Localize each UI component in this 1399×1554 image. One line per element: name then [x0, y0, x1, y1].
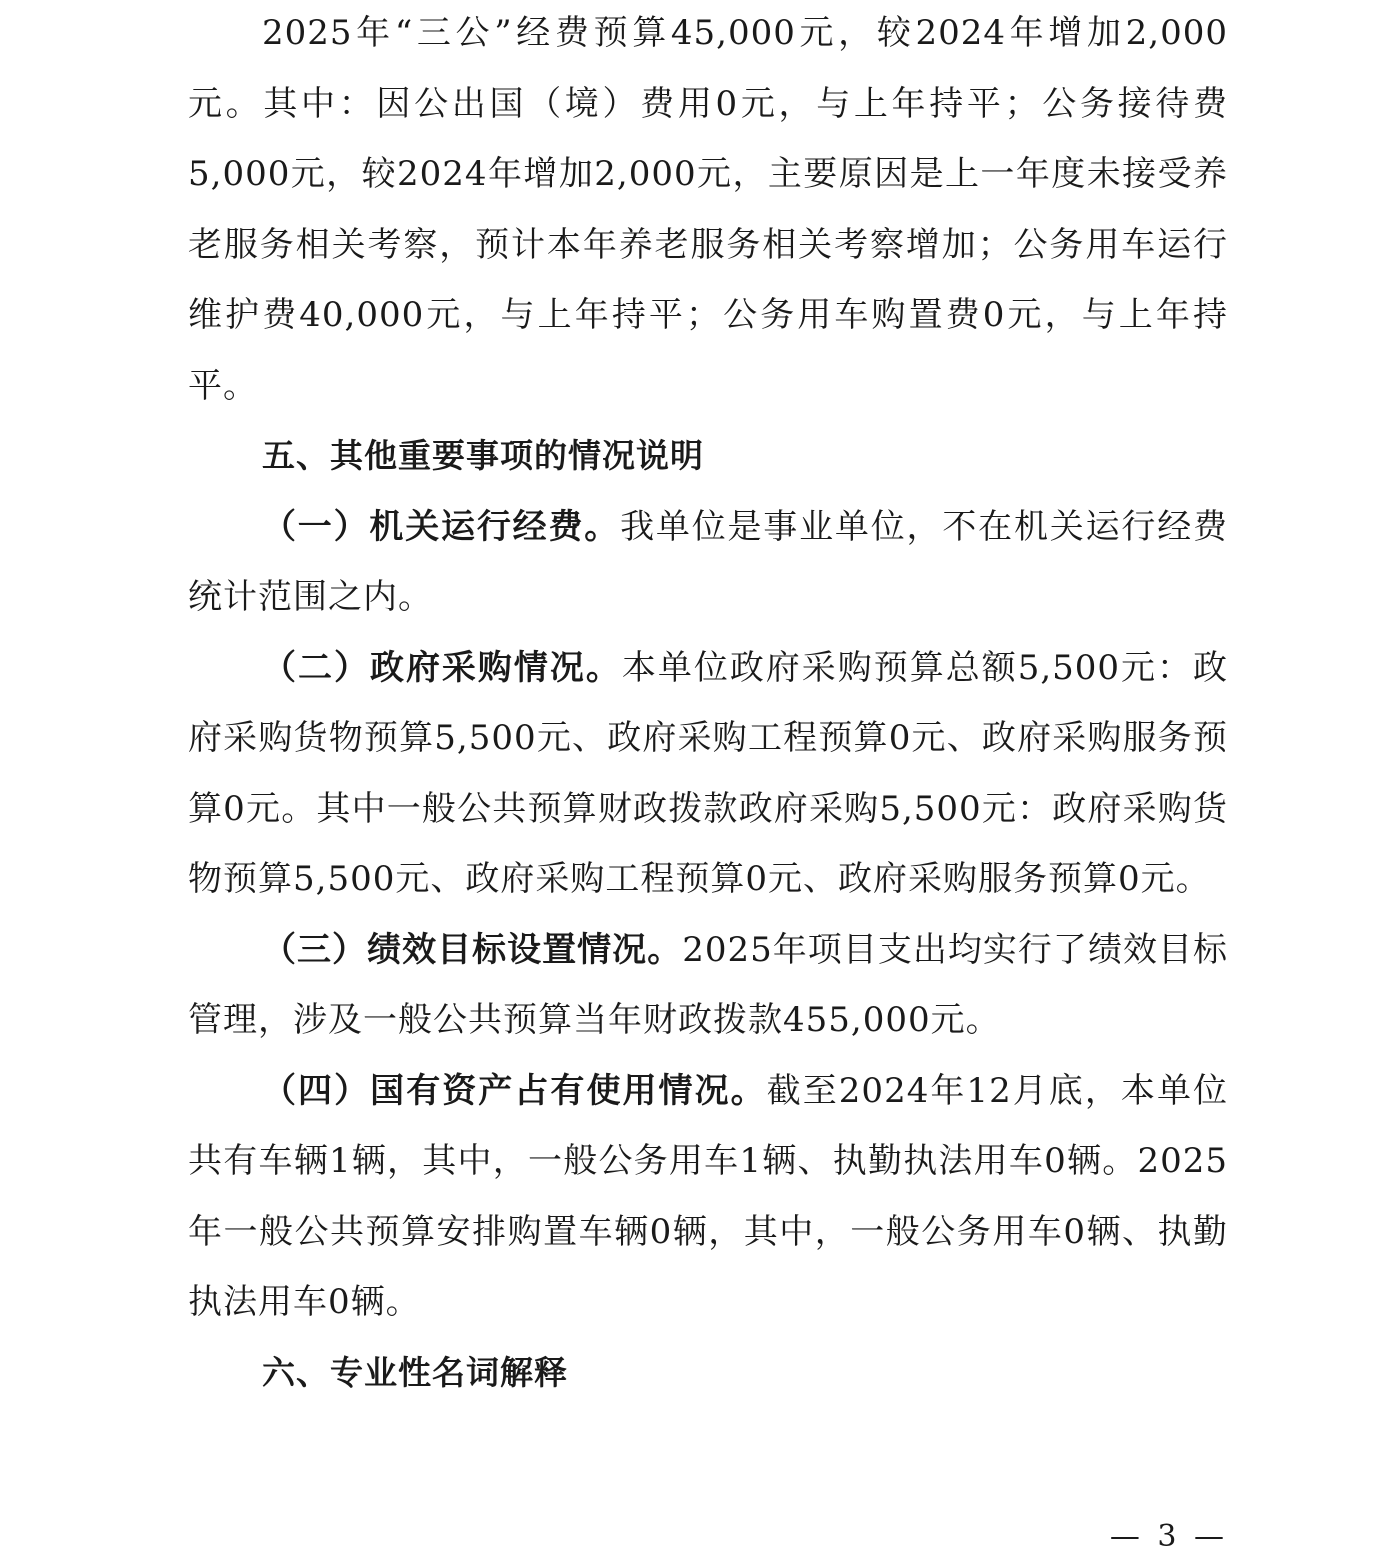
item-label-government-procurement: （二）政府采购情况。 — [262, 647, 622, 688]
paragraph-performance-goals — [188, 915, 1228, 1056]
page-number: — 3 — — [1109, 1519, 1228, 1554]
document-page — [188, 0, 1228, 1408]
item-label-performance-goals: （三）绩效目标设置情况。 — [262, 929, 683, 970]
item-text-state-assets: 截至2024年12月底，本单位共有车辆1辆，其中，一般公务用车1辆、执勤执法用车0辆。2025年一般公共预算安排购置车辆0辆，其中，一般公务用车0辆、执勤执法用车0辆。 — [188, 1070, 1228, 1322]
section-heading-other-matters: 五、其他重要事项的情况说明 — [262, 436, 704, 475]
paragraph-state-assets — [188, 1056, 1228, 1338]
item-text-government-procurement: 本单位政府采购预算总额5,500元：政府采购货物预算5,500元、政府采购工程预算0元、政府采购服务预算0元。其中一般公共预算财政拨款政府采购5,500元：政府采购货物预算5,500元、政府采购工程预算0元、政府采购服务预算0元。 — [188, 647, 1228, 899]
item-text-performance-goals: 2025年项目支出均实行了绩效目标管理，涉及一般公共预算当年财政拨款455,000元。 — [188, 929, 1229, 1040]
item-label-state-assets: （四）国有资产占有使用情况。 — [262, 1070, 767, 1111]
paragraph-three-public-expenses: 2025年“三公”经费预算45,000元，较2024年增加2,000元。其中：因公出国（境）费用0元，与上年持平；公务接待费5,000元，较2024年增加2,000元，主要原因是上一年度未接受养老服务相关考察，预计本年养老服务相关考察增加；公务用车运行维护费40,000元，与上年持平；公务用车购置费0元，与上年持平。 — [188, 13, 1228, 406]
paragraph-operating-expenses — [188, 492, 1228, 633]
paragraph-government-procurement — [188, 633, 1228, 915]
item-text-operating-expenses: 我单位是事业单位，不在机关运行经费统计范围之内。 — [188, 506, 1229, 617]
item-label-operating-expenses: （一）机关运行经费。 — [262, 506, 621, 547]
section-heading-terminology: 六、专业性名词解释 — [262, 1352, 568, 1392]
